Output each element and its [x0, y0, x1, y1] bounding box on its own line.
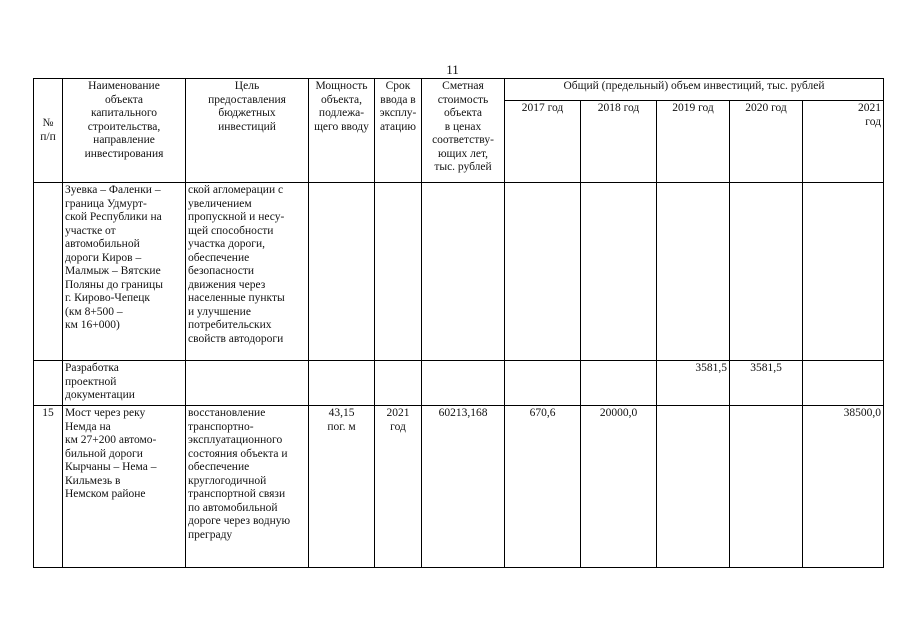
- header-name: Наименование объекта капитального строительства, направление инвестирования: [63, 79, 186, 183]
- row-2017: [505, 183, 581, 361]
- header-cost: Сметная стоимость объекта в ценах соответству- ющих лет, тыс. рублей: [422, 79, 505, 183]
- row-term: [375, 361, 422, 406]
- header-goal: Цель предоставления бюджетных инвестиций: [186, 79, 309, 183]
- row-2018: [581, 361, 657, 406]
- row-2020: [730, 183, 803, 361]
- row-2019: 3581,5: [657, 361, 730, 406]
- row-name: Зуевка – Фаленки – граница Удмурт- ской Республики на участке от автомобильной дороги Киров – Малмыж – Вятские Поляны до границы г. Кирово-Чепецк (км 8+500 – км 16+000): [63, 183, 186, 361]
- header-num: № п/п: [34, 79, 63, 183]
- header-year-2019: 2019 год: [657, 101, 730, 183]
- table-row: [34, 406, 884, 568]
- row-2019: [657, 183, 730, 361]
- table-row: [34, 361, 884, 406]
- row-2017: [505, 361, 581, 406]
- row-num: [34, 183, 63, 361]
- row-goal: восстановление транспортно- эксплуатационного состояния объекта и обеспечение круглогодичной транспортной связи по автомобильной дороге через водную преграду: [186, 406, 309, 568]
- row-2019: [657, 406, 730, 568]
- row-2020: [730, 406, 803, 568]
- row-2018: 20000,0: [581, 406, 657, 568]
- row-cost: [422, 183, 505, 361]
- table-row: [34, 183, 884, 361]
- row-name: Мост через реку Немда на км 27+200 автомо- бильной дороги Кырчаны – Нема – Кильмезь в Немском районе: [63, 406, 186, 568]
- header-year-2017: 2017 год: [505, 101, 581, 183]
- row-cost: 60213,168: [422, 406, 505, 568]
- header-term: Срок ввода в эксплу- атацию: [375, 79, 422, 183]
- row-2021: [803, 183, 884, 361]
- row-cost: [422, 361, 505, 406]
- header-year-2020: 2020 год: [730, 101, 803, 183]
- row-term: [375, 183, 422, 361]
- row-name: Разработка проектной документации: [63, 361, 186, 406]
- header-invest-group: Общий (предельный) объем инвестиций, тыс. рублей: [505, 79, 884, 101]
- row-2017: 670,6: [505, 406, 581, 568]
- row-capacity: 43,15 пог. м: [309, 406, 375, 568]
- row-capacity: [309, 361, 375, 406]
- row-term: 2021 год: [375, 406, 422, 568]
- row-goal: [186, 361, 309, 406]
- header-year-2021: 2021 год: [803, 101, 884, 183]
- row-num: 15: [34, 406, 63, 568]
- row-capacity: [309, 183, 375, 361]
- header-year-2018: 2018 год: [581, 101, 657, 183]
- row-2021: [803, 361, 884, 406]
- row-num: [34, 361, 63, 406]
- investment-table: [33, 78, 884, 568]
- row-2021: 38500,0: [803, 406, 884, 568]
- header-capacity: Мощность объекта, подлежа- щего вводу: [309, 79, 375, 183]
- page-number: 11: [446, 62, 459, 77]
- row-2018: [581, 183, 657, 361]
- row-goal: ской агломерации с увеличением пропускной и несу- щей способности участка дороги, обеспечение безопасности движения через населенные пункты и улучшение потребительских свойств автодороги: [186, 183, 309, 361]
- row-2020: 3581,5: [730, 361, 803, 406]
